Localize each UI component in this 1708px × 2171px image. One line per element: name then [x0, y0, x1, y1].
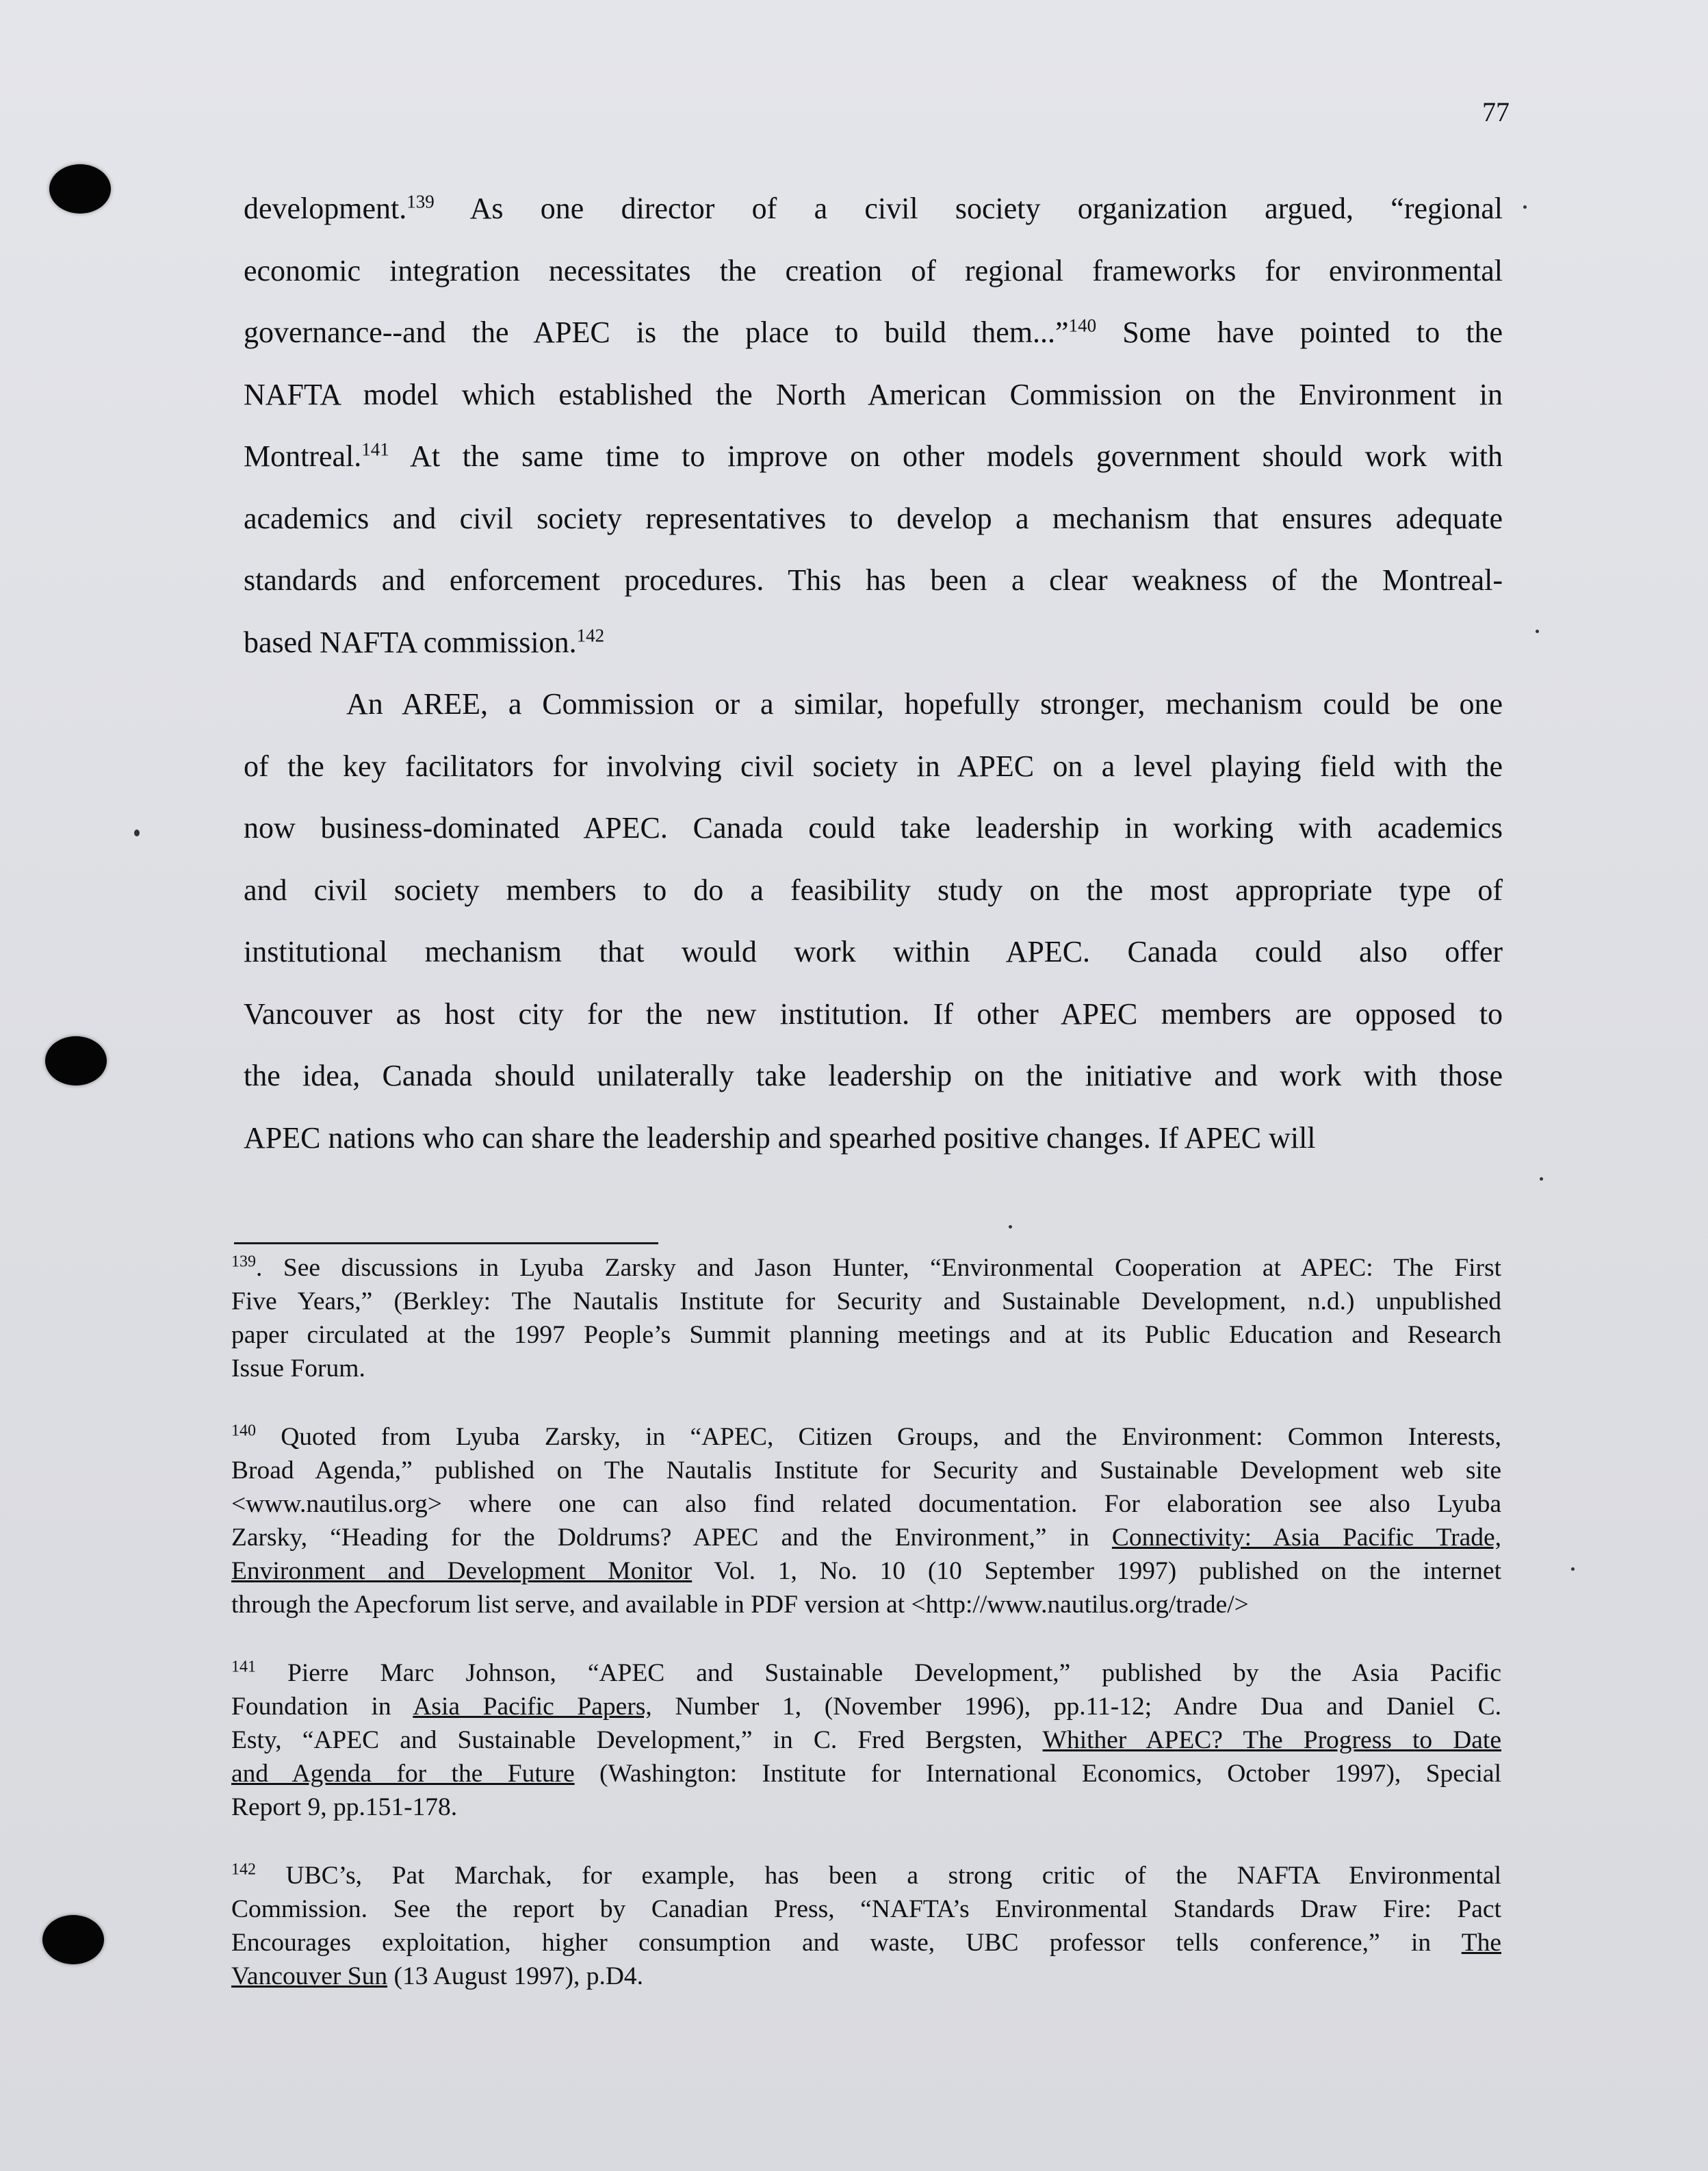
body-line: [244, 302, 1503, 364]
footnote-number: 142: [231, 1860, 256, 1879]
body-line-text: standards and enforcement procedures. This has been a clear weakness of the Montreal-: [244, 563, 1503, 597]
cited-title: Asia Pacific Papers,: [413, 1693, 652, 1721]
footnote-text: Broad Agenda,” published on The Nautalis Institute for Security and Sustainable Development web site: [231, 1456, 1501, 1485]
cited-title: Environment and Development Monitor: [231, 1557, 693, 1585]
punch-hole: [49, 164, 111, 214]
body-line-text: of the key facilitators for involving civil society in APEC on a level playing field with the: [244, 749, 1503, 783]
body-line-text: Vancouver as host city for the new institution. If other APEC members are opposed to: [244, 997, 1503, 1031]
footnote-line: [231, 1723, 1501, 1757]
scan-speck: [1523, 205, 1527, 209]
cited-title: and Agenda for the Future: [231, 1760, 575, 1788]
footnote-text: Commission. See the report by Canadian Press, “NAFTA’s Environmental Standards Draw Fire: Pact: [231, 1895, 1501, 1923]
footnote-text: Zarsky, “Heading for the Doldrums? APEC and the Environment,” in: [231, 1524, 1112, 1552]
body-line: [244, 488, 1503, 550]
footnote-line: [231, 1318, 1501, 1352]
footnote-reference: 140: [1068, 315, 1097, 336]
footnote-text: Encourages exploitation, higher consumption and waste, UBC professor tells conference,” in: [231, 1929, 1462, 1957]
body-text: [244, 178, 1503, 1169]
scan-speck: [1571, 1567, 1575, 1571]
body-line-text: As one director of a civil society organization argued, “regional: [434, 192, 1503, 225]
footnote-line: [231, 1588, 1501, 1621]
body-line-text: At the same time to improve on other models government should work with: [389, 439, 1503, 473]
footnote-line: [231, 1420, 1501, 1454]
body-line-text: the idea, Canada should unilaterally take leadership on the initiative and work with those: [244, 1059, 1503, 1092]
footnote-reference: 142: [576, 624, 605, 645]
body-line: [244, 736, 1503, 798]
cited-title: Connectivity: Asia Pacific Trade,: [1111, 1524, 1501, 1552]
footnote-line: [231, 1521, 1501, 1554]
footnote-line: [231, 1352, 1501, 1385]
body-line: [244, 550, 1503, 612]
footnote-text: <www.nautilus.org> where one can also find related documentation. For elaboration see also Lyuba: [231, 1490, 1501, 1518]
footnote-line: [231, 1285, 1501, 1318]
body-line: [244, 1045, 1503, 1107]
footnote-139: [231, 1251, 1501, 1385]
body-line: [244, 797, 1503, 860]
footnote-text: Five Years,” (Berkley: The Nautalis Institute for Security and Sustainable Development, n.d.) unpublished: [231, 1287, 1501, 1315]
footnote-line: [231, 1892, 1501, 1926]
footnote-line: [231, 1251, 1501, 1285]
body-line-text: APEC nations who can share the leadership and spearhed positive changes. If APEC will: [244, 1120, 1316, 1155]
footnote-reference: 141: [361, 439, 389, 460]
footnote-line: [231, 1690, 1501, 1723]
scan-speck: [1009, 1225, 1012, 1229]
body-line-text: Some have pointed to the: [1096, 316, 1503, 349]
punch-hole: [45, 1036, 107, 1086]
body-line-text: and civil society members to do a feasibility study on the most appropriate type of: [244, 873, 1503, 907]
body-line: [244, 673, 1503, 736]
footnote-line: [231, 1487, 1501, 1521]
body-line-text: academics and civil society representatives to develop a mechanism that ensures adequate: [244, 501, 1503, 535]
footnote-140: [231, 1420, 1501, 1621]
footnote-line: [231, 1790, 1501, 1824]
footnote-text: (Washington: Institute for International Economics, October 1997), Special: [574, 1760, 1501, 1788]
scan-speck: [1536, 630, 1539, 633]
footnote-line: [231, 1926, 1501, 1960]
body-line: [244, 984, 1503, 1046]
page-number: 77: [1482, 97, 1510, 127]
footnote-text: (13 August 1997), p.D4.: [387, 1962, 644, 1990]
footnote-text: Esty, “APEC and Sustainable Development,” in C. Fred Bergsten,: [231, 1726, 1043, 1754]
footnote-line: [231, 1656, 1501, 1690]
footnote-141: [231, 1656, 1501, 1824]
footnote-separator: [234, 1242, 658, 1244]
body-line-text: Montreal.: [244, 439, 362, 473]
footnote-number: 141: [231, 1658, 256, 1676]
footnote-number: 139: [231, 1252, 256, 1271]
body-line: [244, 426, 1503, 488]
body-line: [244, 921, 1503, 984]
cited-title: Vancouver Sun: [231, 1962, 388, 1990]
cited-title: The: [1461, 1929, 1501, 1957]
body-line-text: NAFTA model which established the North American Commission on the Environment in: [244, 377, 1503, 411]
scan-speck: [1540, 1177, 1543, 1181]
footnote-text: Issue Forum.: [231, 1354, 365, 1383]
footnote-text: Vol. 1, No. 10 (10 September 1997) published on the internet: [692, 1557, 1501, 1585]
footnote-text: through the Apecforum list serve, and available in PDF version at <http://www.nautilus.org/trade/>: [231, 1591, 1249, 1619]
body-line: [244, 364, 1503, 426]
footnote-line: [231, 1960, 1501, 1993]
footnote-142: [231, 1859, 1501, 1993]
scan-speck: [134, 830, 140, 836]
body-line: [244, 240, 1503, 303]
body-line-text: governance--and the APEC is the place to build them...”: [244, 316, 1069, 349]
footnote-reference: 139: [406, 191, 435, 212]
body-line: [244, 178, 1503, 240]
footnote-line: [231, 1554, 1501, 1588]
body-line-text: institutional mechanism that would work within APEC. Canada could also offer: [244, 935, 1503, 968]
footnote-line: [231, 1757, 1501, 1790]
footnote-number: 140: [231, 1422, 256, 1440]
punch-hole: [42, 1915, 104, 1964]
footnote-text: paper circulated at the 1997 People’s Summit planning meetings and at its Public Education and Research: [231, 1321, 1501, 1349]
footnote-text: Quoted from Lyuba Zarsky, in “APEC, Citizen Groups, and the Environment: Common Interests,: [256, 1423, 1501, 1451]
footnote-text: . See discussions in Lyuba Zarsky and Jason Hunter, “Environmental Cooperation at APEC: The First: [256, 1254, 1501, 1282]
body-line-text: An AREE, a Commission or a similar, hopefully stronger, mechanism could be one: [346, 687, 1503, 721]
body-line-text: economic integration necessitates the creation of regional frameworks for environmental: [244, 253, 1503, 287]
footnote-text: Pierre Marc Johnson, “APEC and Sustainable Development,” published by the Asia Pacific: [256, 1659, 1501, 1687]
footnote-line: [231, 1454, 1501, 1487]
body-line: [244, 1107, 1503, 1170]
body-line-text: now business-dominated APEC. Canada could take leadership in working with academics: [244, 811, 1503, 845]
body-line: [244, 860, 1503, 922]
footnote-text: Number 1, (November 1996), pp.11-12; Andre Dua and Daniel C.: [651, 1693, 1502, 1721]
footnotes: [231, 1251, 1501, 1993]
body-line-text: development.: [244, 192, 407, 225]
footnote-text: Foundation in: [231, 1693, 413, 1721]
footnote-text: UBC’s, Pat Marchak, for example, has been a strong critic of the NAFTA Environmental: [256, 1862, 1501, 1890]
footnote-text: Report 9, pp.151-178.: [231, 1793, 458, 1821]
cited-title: Whither APEC? The Progress to Date: [1042, 1726, 1501, 1754]
body-line-text: based NAFTA commission.: [244, 625, 577, 659]
footnote-line: [231, 1859, 1501, 1892]
body-line: [244, 612, 1503, 674]
